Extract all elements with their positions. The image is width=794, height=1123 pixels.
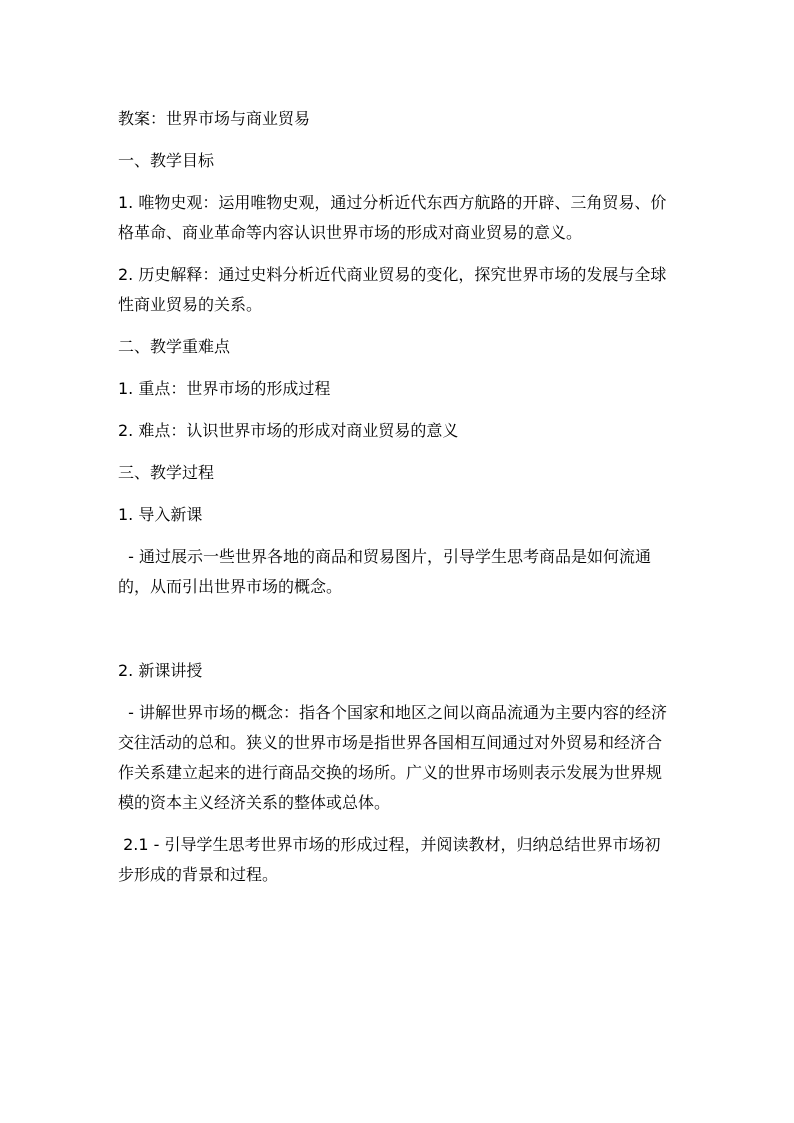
process-step-2: 2. 新课讲授 xyxy=(118,661,203,680)
section-heading-objectives: 一、教学目标 xyxy=(118,151,215,170)
objective-item-2: 2. 历史解释：通过史料分析近代商业贸易的变化，探究世界市场的发展与全球性商业贸易的关系。 xyxy=(118,265,667,314)
document-body xyxy=(118,104,674,902)
objective-item-1: 1. 唯物史观：运用唯物史观，通过分析近代东西方航路的开辟、三角贸易、价格革命、商业革命等内容认识世界市场的形成对商业贸易的意义。 xyxy=(118,193,667,242)
process-step-1: 1. 导入新课 xyxy=(118,505,203,524)
document-title: 教案：世界市场与商业贸易 xyxy=(118,109,311,128)
process-step-1-detail: - 通过展示一些世界各地的商品和贸易图片，引导学生思考商品是如何流通的，从而引出世界市场的概念。 xyxy=(118,547,652,596)
key-point-item-2: 2. 难点：认识世界市场的形成对商业贸易的意义 xyxy=(118,421,459,440)
process-step-2-1: 2.1 - 引导学生思考世界市场的形成过程，并阅读教材，归纳总结世界市场初步形成的背景和过程。 xyxy=(118,835,661,884)
section-heading-process: 三、教学过程 xyxy=(118,463,215,482)
section-heading-key-points: 二、教学重难点 xyxy=(118,337,231,356)
process-step-2-detail: - 讲解世界市场的概念：指各个国家和地区之间以商品流通为主要内容的经济交往活动的总和。狭义的世界市场是指世界各国相互间通过对外贸易和经济合作关系建立起来的进行商品交换的场所。广义的世界市场则表示发展为世界规模的资本主义经济关系的整体或总体。 xyxy=(118,703,668,812)
blank-line xyxy=(118,614,674,656)
key-point-item-1: 1. 重点：世界市场的形成过程 xyxy=(118,379,331,398)
